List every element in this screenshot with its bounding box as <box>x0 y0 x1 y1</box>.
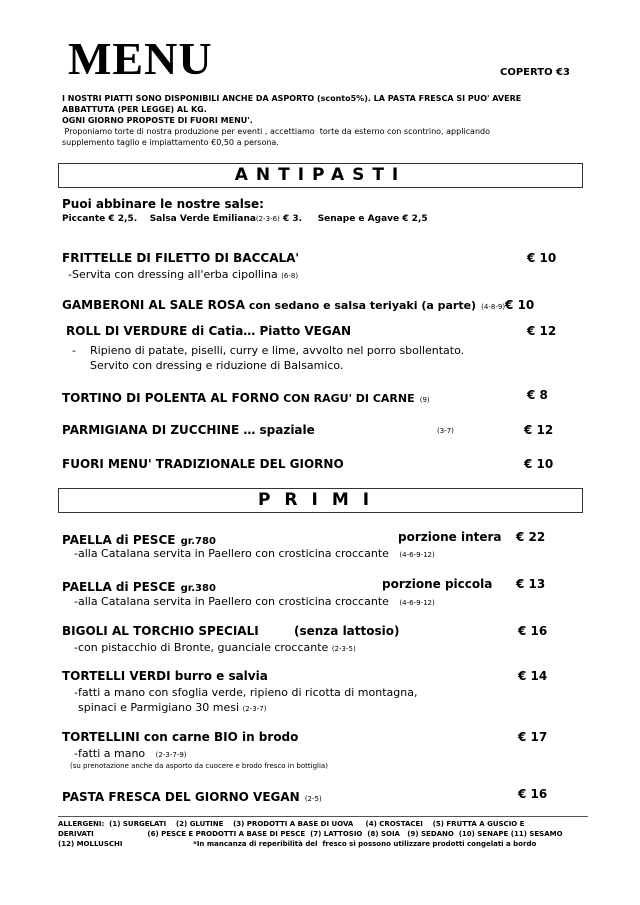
sauce-salsa-verde-allergens: (2-3-6) <box>255 215 280 223</box>
primo-desc: -fatti a mano (2-3-7-9) <box>74 747 187 760</box>
sauce-senape: Senape e Agave € 2,5 <box>317 214 428 224</box>
primo-allergens: (2-3-7-9) <box>155 751 187 759</box>
primo-price: € 13 <box>516 577 546 591</box>
allergens-line-1: ALLERGENI: (1) SURGELATI (2) GLUTINE (3) PRODOTTI A BASE DI UOVA (4) CROSTACEI (5) FRUTTA A GUSCIO E <box>58 820 525 828</box>
primo-note: (su prenotazione anche da asporto da cuocere e brodo fresco in bottiglia) <box>70 762 328 770</box>
notice-line-5: supplemento taglio e impiattamento €0,50 a persona. <box>62 138 279 147</box>
antipasto-price: € 10 <box>505 298 535 312</box>
primo-portion: porzione piccola <box>382 577 493 591</box>
primo-allergens: (2-3-5) <box>331 645 356 653</box>
sauces-line <box>62 214 428 224</box>
antipasto-desc: Ripieno di patate, piselli, curry e lime, avvolto nel porro sbollentato. <box>90 344 465 357</box>
primo-price: € 14 <box>518 669 548 683</box>
allergens-line-3: (12) MOLLUSCHI *In mancanza di reperibilità del fresco si possono utilizzare prodotti congelati a bordo <box>58 840 537 848</box>
antipasto-desc: -Servita con dressing all'erba cipollina (6-8) <box>68 268 299 281</box>
primo-desc: -alla Catalana servita in Paellero con crosticina croccante (4-6-9-12) <box>74 595 435 608</box>
primo-paella-small: PAELLA di PESCE gr.380 <box>62 580 216 594</box>
primo-desc: -fatti a mano con sfoglia verde, ripieno di ricotta di montagna, <box>74 686 418 699</box>
sauce-piccante: Piccante € 2,5. <box>62 214 138 224</box>
primo-name: TORTELLI VERDI burro e salvia <box>62 669 268 683</box>
antipasto-allergens: (4-8-9) <box>481 303 506 311</box>
coperto-charge: COPERTO €3 <box>500 67 570 78</box>
antipasto-price: € 12 <box>527 324 557 338</box>
antipasto-allergens: (3-7) <box>437 427 454 435</box>
primo-portion: porzione intera <box>398 530 502 544</box>
section-antipasti: ANTIPASTI <box>58 163 583 188</box>
notice-line-1: I NOSTRI PIATTI SONO DISPONIBILI ANCHE DA ASPORTO (sconto5%). LA PASTA FRESCA SI PUO' AVERE <box>62 94 522 103</box>
antipasto-name: FRITTELLE DI FILETTO DI BACCALA' <box>62 251 300 265</box>
section-primi: PRIMI <box>58 488 583 513</box>
primo-allergens: (2-5) <box>304 795 322 803</box>
antipasto-price: € 8 <box>527 388 548 402</box>
primo-name: BIGOLI AL TORCHIO SPECIALI <box>62 624 259 638</box>
antipasto-allergens: (6-8) <box>281 272 299 280</box>
antipasto-tortino: TORTINO DI POLENTA AL FORNO CON RAGU' DI CARNE (9) <box>62 391 430 405</box>
antipasto-allergens: (9) <box>419 396 430 404</box>
antipasto-desc-dash: - <box>72 344 76 357</box>
primo-desc: -con pistacchio di Bronte, guanciale croccante (2-3-5) <box>74 641 356 654</box>
sauce-salsa-verde-price: € 3. <box>282 214 303 224</box>
primo-price: € 16 <box>518 624 548 638</box>
primo-price: € 16 <box>518 787 548 801</box>
allergens-line-2: DERIVATI (6) PESCE E PRODOTTI A BASE DI PESCE (7) LATTOSIO (8) SOIA (9) SEDANO (10) SENAPE (11) SESAMO <box>58 830 563 838</box>
primo-desc: -alla Catalana servita in Paellero con crosticina croccante (4-6-9-12) <box>74 547 435 560</box>
antipasto-gamberoni: GAMBERONI AL SALE ROSA con sedano e salsa teriyaki (a parte) (4-8-9)€ 10 <box>62 298 535 312</box>
notice-line-3: OGNI GIORNO PROPOSTE DI FUORI MENU'. <box>62 116 253 125</box>
antipasto-price: € 12 <box>524 423 554 437</box>
primo-allergens: (4-6-9-12) <box>399 599 435 607</box>
primo-extra: (senza lattosio) <box>294 624 400 638</box>
sauce-salsa-verde: Salsa Verde Emiliana <box>149 214 256 224</box>
notice-line-2: ABBATTUTA (PER LEGGE) AL KG. <box>62 105 207 114</box>
notice-line-4: Proponiamo torte di nostra produzione per eventi , accettiamo torte da esterno con scontrino, applicando <box>62 127 490 136</box>
antipasto-name: ROLL DI VERDURE di Catia… Piatto VEGAN <box>66 324 352 338</box>
primo-pasta-fresca: PASTA FRESCA DEL GIORNO VEGAN (2-5) <box>62 790 322 804</box>
primo-allergens: (2-3-7) <box>242 705 267 713</box>
allergens-footer <box>58 816 588 849</box>
antipasto-price: € 10 <box>527 251 557 265</box>
antipasto-price: € 10 <box>524 457 554 471</box>
primo-price: € 22 <box>516 530 546 544</box>
antipasto-desc: Servito con dressing e riduzione di Balsamico. <box>90 359 344 372</box>
page-title: MENU <box>68 33 213 84</box>
antipasto-name: PARMIGIANA DI ZUCCHINE … spaziale <box>62 423 315 437</box>
sauces-heading: Puoi abbinare le nostre salse: <box>62 197 264 211</box>
primo-name: TORTELLINI con carne BIO in brodo <box>62 730 299 744</box>
antipasto-name: FUORI MENU' TRADIZIONALE DEL GIORNO <box>62 457 344 471</box>
primo-allergens: (4-6-9-12) <box>399 551 435 559</box>
primo-desc: spinaci e Parmigiano 30 mesi (2-3-7) <box>78 701 267 714</box>
primo-paella-large: PAELLA di PESCE gr.780 <box>62 533 216 547</box>
primo-price: € 17 <box>518 730 548 744</box>
